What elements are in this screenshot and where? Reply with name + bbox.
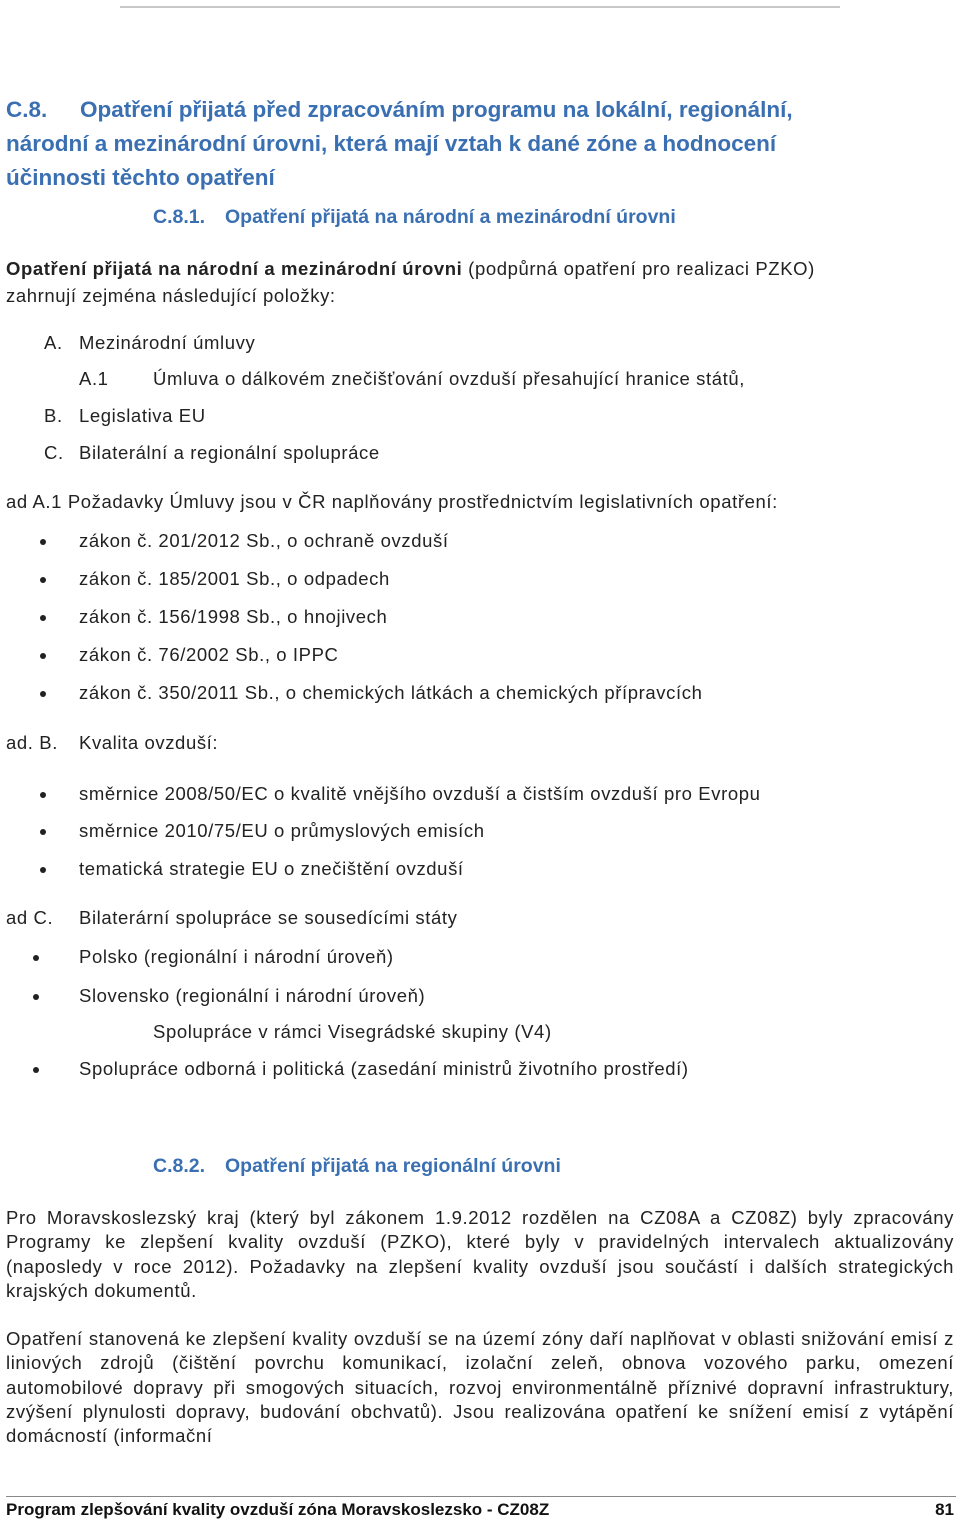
regional-paragraph-1: Pro Moravskoslezský kraj (který byl zákonem 1.9.2012 rozdělen na CZ08A a CZ08Z) byly zpracovány Programy ke zlepšení kvality ovzduší (PZKO), které byly v pravidelných intervalech aktualizovány (naposledy v roce 2012). Požadavky na zlepšení kvality ovzduší jsou součástí i dalších strategických krajských dokumentů. bbox=[6, 1207, 954, 1301]
bullet-icon bbox=[40, 577, 46, 583]
directive-item: tematická strategie EU o znečištění ovzduší bbox=[79, 858, 464, 879]
section-heading bbox=[6, 93, 793, 195]
footer-rule bbox=[6, 1496, 956, 1497]
ad-a1-line bbox=[6, 491, 778, 513]
bullet-icon bbox=[40, 691, 46, 697]
intro-line-2: zahrnují zejména následující položky: bbox=[6, 285, 336, 306]
ad-c-label: ad C. bbox=[6, 907, 54, 928]
directive-item: směrnice 2010/75/EU o průmyslových emisích bbox=[79, 820, 485, 841]
bullet-icon bbox=[40, 539, 46, 545]
outline-a1-number: A.1 bbox=[79, 368, 109, 389]
outline-a-letter: A. bbox=[44, 332, 63, 353]
ad-a1-text: Požadavky Úmluvy jsou v ČR naplňovány prostřednictvím legislativních opatření: bbox=[67, 491, 778, 512]
footer-title: Program zlepšování kvality ovzduší zóna Moravskoslezsko - CZ08Z bbox=[6, 1500, 550, 1519]
regional-paragraph-2: Opatření stanovená ke zlepšení kvality ovzduší se na území zóny daří naplňovat v oblasti snižování emisí z liniových zdrojů (čištění povrchu komunikací, izolační zeleň, obnova vozového parku, omezení automobilové dopravy při smogových situacích, rozvoj environmentálně příznivé dopravní infrastruktury, zvýšení plynulosti dopravy, budování obchvatů). Jsou realizována opatření ke snížení emisí z vytápění domácností (informační bbox=[6, 1328, 954, 1447]
bullet-icon bbox=[40, 867, 46, 873]
ad-b-text: Kvalita ovzduší: bbox=[79, 732, 219, 753]
outline-b-text: Legislativa EU bbox=[79, 405, 206, 426]
intro-bold: Opatření přijatá na národní a mezinárodní úrovni bbox=[6, 258, 463, 279]
subsection-1-number: C.8.1. bbox=[153, 206, 206, 228]
bullet-icon bbox=[40, 653, 46, 659]
ad-a1-label: ad A.1 bbox=[6, 491, 63, 512]
bullet-icon bbox=[40, 615, 46, 621]
bullet-icon bbox=[33, 1067, 39, 1073]
subsection-1-title: Opatření přijatá na národní a mezinárodní úrovni bbox=[225, 206, 676, 228]
outline-a-text: Mezinárodní úmluvy bbox=[79, 332, 256, 353]
heading-number: C.8. bbox=[6, 97, 48, 122]
outline-a1-text: Úmluva o dálkovém znečišťování ovzduší přesahující hranice států, bbox=[153, 368, 745, 389]
law-item: zákon č. 76/2002 Sb., o IPPC bbox=[79, 644, 339, 665]
subsection-heading-1 bbox=[153, 206, 676, 229]
law-item: zákon č. 156/1998 Sb., o hnojivech bbox=[79, 606, 388, 627]
subsection-2-number: C.8.2. bbox=[153, 1155, 206, 1177]
heading-line-2: národní a mezinárodní úrovni, která mají vztah k dané zóne a hodnocení bbox=[6, 131, 777, 156]
law-item: zákon č. 185/2001 Sb., o odpadech bbox=[79, 568, 390, 589]
subsection-heading-2 bbox=[153, 1155, 561, 1178]
ad-b-label: ad. B. bbox=[6, 732, 58, 753]
cooperation-item: Slovensko (regionální i národní úroveň) bbox=[79, 985, 426, 1006]
outline-b-letter: B. bbox=[44, 405, 63, 426]
cooperation-item: Spolupráce odborná i politická (zasedání ministrů životního prostředí) bbox=[79, 1058, 689, 1079]
bullet-icon bbox=[33, 994, 39, 1000]
ad-c-text: Bilaterární spolupráce se sousedícími státy bbox=[79, 907, 458, 928]
outline-c-letter: C. bbox=[44, 442, 64, 463]
page-number: 81 bbox=[935, 1500, 954, 1519]
cooperation-subitem: Spolupráce v rámci Visegrádské skupiny (V4) bbox=[153, 1021, 552, 1042]
directive-item: směrnice 2008/50/EC o kvalitě vnějšího ovzduší a čistším ovzduší pro Evropu bbox=[79, 783, 761, 804]
bullet-icon bbox=[40, 829, 46, 835]
cooperation-item: Polsko (regionální i národní úroveň) bbox=[79, 946, 394, 967]
intro-line-1 bbox=[6, 258, 815, 280]
law-item: zákon č. 350/2011 Sb., o chemických látkách a chemických přípravcích bbox=[79, 682, 703, 703]
intro-rest: (podpůrná opatření pro realizaci PZKO) bbox=[462, 258, 815, 279]
heading-line-1: Opatření přijatá před zpracováním programu na lokální, regionální, bbox=[80, 97, 793, 122]
law-item: zákon č. 201/2012 Sb., o ochraně ovzduší bbox=[79, 530, 449, 551]
bullet-icon bbox=[40, 792, 46, 798]
outline-c-text: Bilaterální a regionální spolupráce bbox=[79, 442, 380, 463]
bullet-icon bbox=[33, 955, 39, 961]
top-rule bbox=[120, 6, 840, 8]
subsection-2-title: Opatření přijatá na regionální úrovni bbox=[225, 1155, 561, 1177]
heading-line-3: účinnosti těchto opatření bbox=[6, 165, 275, 190]
